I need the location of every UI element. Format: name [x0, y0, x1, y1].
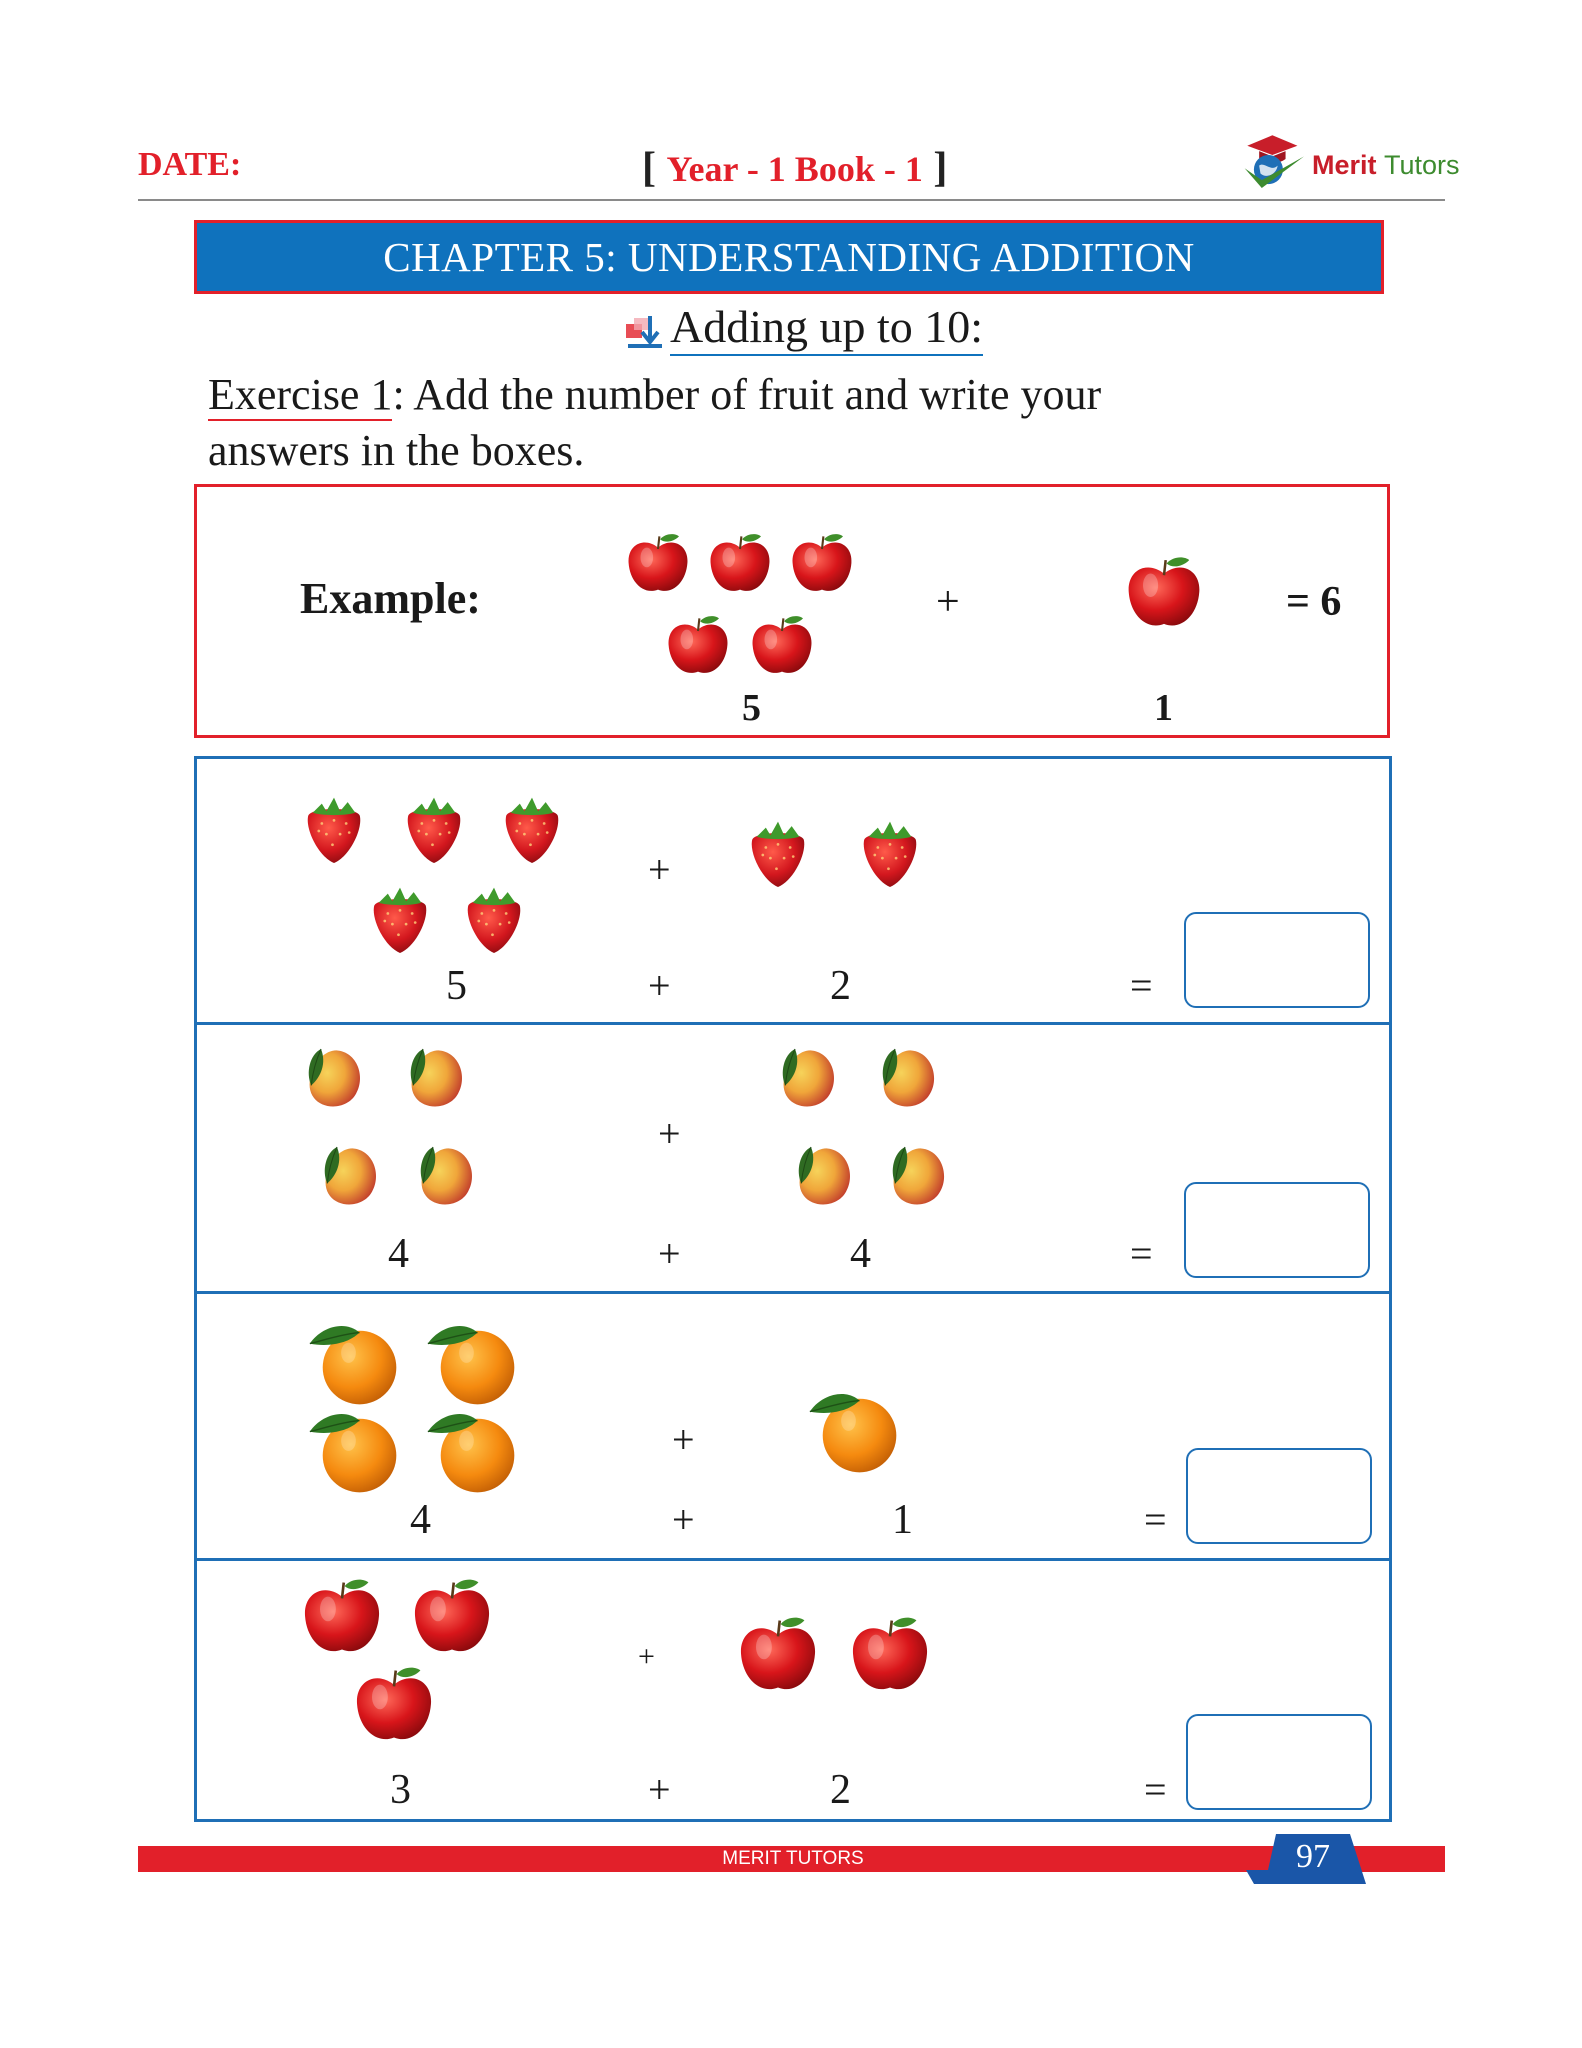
plus-sign: + — [638, 1640, 655, 1673]
mango-icon — [774, 1036, 844, 1118]
mango-icon — [316, 1134, 386, 1216]
apple-icon — [1122, 550, 1206, 634]
instruction-line-1 — [208, 368, 1101, 422]
apple-icon — [298, 1572, 386, 1660]
example-result: = 6 — [1286, 579, 1342, 625]
footer-brand: MERIT TUTORS — [722, 1848, 864, 1869]
logo-suffix: Tutors — [1384, 150, 1460, 180]
apple-icon — [408, 1572, 496, 1660]
apple-icon — [700, 528, 780, 598]
strawberry-icon — [494, 786, 570, 870]
answer-box[interactable] — [1184, 1182, 1370, 1278]
strawberry-icon — [740, 810, 816, 894]
orange-icon — [298, 1316, 410, 1408]
strawberry-icon — [296, 786, 372, 870]
example-left-count: 5 — [742, 687, 761, 729]
plus-sign: + — [672, 1417, 695, 1462]
left-count: 3 — [390, 1767, 411, 1813]
example-right-count: 1 — [1154, 687, 1173, 729]
equals-sign: = — [1130, 1231, 1153, 1276]
right-count: 1 — [892, 1497, 913, 1543]
plus-sign: + — [658, 1111, 681, 1156]
apple-icon — [734, 1610, 822, 1698]
answer-box[interactable] — [1186, 1714, 1372, 1810]
right-count: 2 — [830, 1767, 851, 1813]
left-count: 4 — [410, 1497, 431, 1543]
apple-icon — [658, 610, 738, 680]
row-divider — [194, 1022, 1392, 1025]
apple-icon — [782, 528, 862, 598]
logo-wordmark — [1312, 150, 1460, 181]
plus-sign: + — [648, 1767, 671, 1812]
mango-icon — [884, 1134, 954, 1216]
strawberry-icon — [362, 876, 438, 960]
example-label: Example: — [300, 574, 481, 623]
bullet-arrow-icon — [624, 314, 664, 350]
plus-sign: + — [648, 963, 671, 1008]
date-label: DATE: — [138, 146, 242, 183]
mango-icon — [412, 1134, 482, 1216]
mango-icon — [300, 1036, 370, 1118]
header-divider — [138, 199, 1445, 201]
right-count: 4 — [850, 1231, 871, 1277]
logo-brand: Merit — [1312, 150, 1377, 180]
mango-icon — [790, 1134, 860, 1216]
left-count: 5 — [446, 963, 467, 1009]
answer-box[interactable] — [1184, 912, 1370, 1008]
mango-icon — [874, 1036, 944, 1118]
example-plus-sign: + — [936, 579, 960, 625]
plus-sign: + — [648, 847, 671, 892]
strawberry-icon — [852, 810, 928, 894]
left-count: 4 — [388, 1231, 409, 1277]
mango-icon — [402, 1036, 472, 1118]
apple-icon — [350, 1660, 438, 1748]
row-divider — [194, 1558, 1392, 1561]
apple-icon — [742, 610, 822, 680]
apple-icon — [618, 528, 698, 598]
plus-sign: + — [672, 1497, 695, 1542]
page-number: 97 — [1296, 1838, 1330, 1875]
instruction-text: : Add the number of fruit and write your — [392, 370, 1102, 419]
instruction-line-2: answers in the boxes. — [208, 426, 585, 475]
book-label: [ Year - 1 Book - 1 ] — [642, 145, 948, 191]
orange-icon — [298, 1404, 410, 1496]
row-divider — [194, 1291, 1392, 1294]
orange-icon — [416, 1316, 528, 1408]
strawberry-icon — [456, 876, 532, 960]
strawberry-icon — [396, 786, 472, 870]
apple-icon — [846, 1610, 934, 1698]
orange-icon — [798, 1384, 910, 1476]
exercise-label: Exercise 1 — [208, 370, 393, 419]
section-subheading: Adding up to 10: — [670, 300, 983, 356]
equals-sign: = — [1144, 1767, 1167, 1812]
equals-sign: = — [1130, 963, 1153, 1008]
chapter-banner: CHAPTER 5: UNDERSTANDING ADDITION — [194, 220, 1384, 294]
answer-box[interactable] — [1186, 1448, 1372, 1544]
plus-sign: + — [658, 1231, 681, 1276]
book-label-text: Year - 1 Book - 1 — [666, 149, 923, 189]
right-count: 2 — [830, 963, 851, 1009]
orange-icon — [416, 1404, 528, 1496]
equals-sign: = — [1144, 1497, 1167, 1542]
